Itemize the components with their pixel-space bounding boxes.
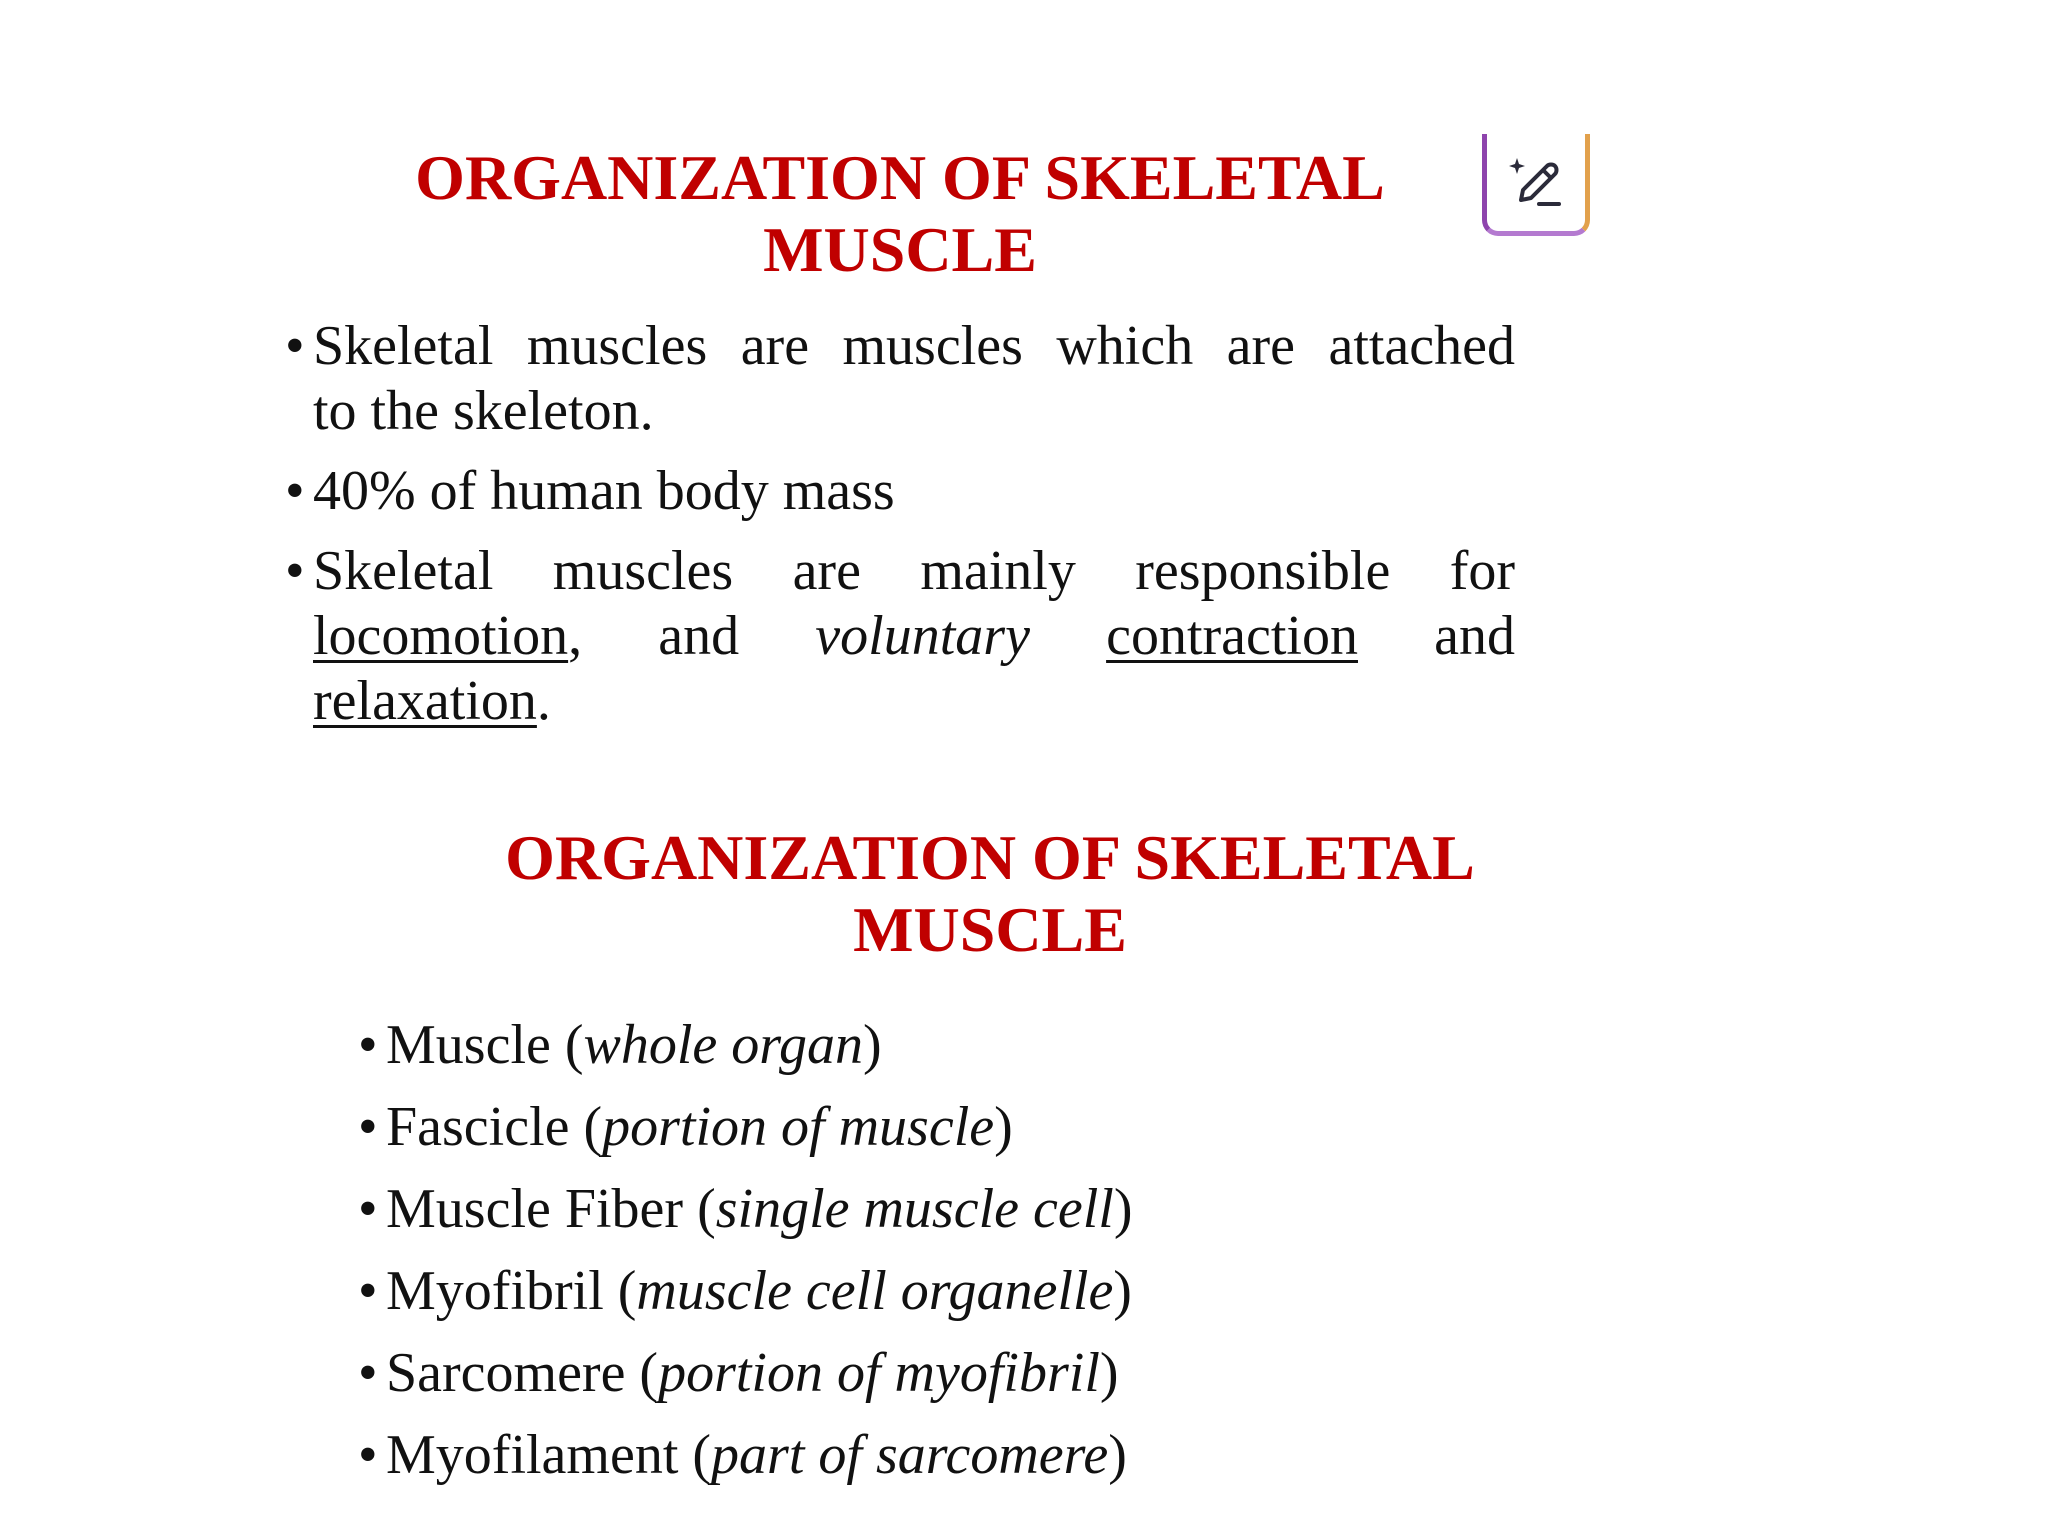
term-locomotion: locomotion bbox=[313, 605, 569, 667]
slide2-title bbox=[440, 822, 1540, 966]
bullet: • bbox=[358, 1424, 378, 1486]
list-item: • Sarcomere (portion of myofibril) bbox=[358, 1332, 1458, 1414]
item-desc: part of sarcomere bbox=[711, 1424, 1109, 1486]
edit-with-ai-button[interactable] bbox=[1482, 134, 1590, 236]
comma: , bbox=[568, 605, 583, 667]
term-relaxation: relaxation bbox=[313, 670, 537, 732]
bullet: • bbox=[285, 315, 305, 377]
bullet3-line1: Skeletal muscles are mainly responsible for bbox=[313, 540, 1515, 602]
slide1-title bbox=[380, 142, 1420, 286]
bullet3-line2 bbox=[313, 604, 1515, 669]
item-term: Muscle Fiber bbox=[386, 1178, 684, 1240]
period: . bbox=[536, 670, 551, 732]
item-term: Muscle bbox=[386, 1014, 551, 1076]
word-and: and bbox=[1434, 605, 1516, 667]
list-item bbox=[285, 539, 1515, 734]
item-desc: portion of myofibril bbox=[658, 1342, 1100, 1404]
list-item: • Muscle Fiber (single muscle cell) bbox=[358, 1168, 1458, 1250]
magic-pencil-icon bbox=[1507, 154, 1565, 212]
item-desc: single muscle cell bbox=[715, 1178, 1114, 1240]
slide1-bullet-list bbox=[285, 314, 1515, 749]
word-and: and bbox=[658, 605, 740, 667]
list-item: • Muscle (whole organ) bbox=[358, 1004, 1458, 1086]
item-term: Sarcomere bbox=[386, 1342, 626, 1404]
slide1-title-line1: ORGANIZATION OF SKELETAL bbox=[415, 142, 1385, 213]
bullet: • bbox=[358, 1260, 378, 1322]
list-item bbox=[285, 459, 1515, 524]
item-desc: whole organ bbox=[583, 1014, 863, 1076]
bullet: • bbox=[358, 1014, 378, 1076]
slide2-title-line1: ORGANIZATION OF SKELETAL bbox=[505, 822, 1475, 893]
item-term: Myofibril bbox=[386, 1260, 604, 1322]
item-term: Fascicle bbox=[386, 1096, 570, 1158]
bullet: • bbox=[285, 540, 305, 602]
list-item: • Myofibril (muscle cell organelle) bbox=[358, 1250, 1458, 1332]
slide1-title-line2: MUSCLE bbox=[763, 214, 1037, 285]
term-contraction: contraction bbox=[1106, 605, 1358, 667]
bullet3-line3 bbox=[313, 670, 551, 732]
slide2-hierarchy-list bbox=[358, 1004, 1458, 1496]
bullet: • bbox=[358, 1178, 378, 1240]
slide2-title-line2: MUSCLE bbox=[853, 894, 1127, 965]
list-item: • Myofilament (part of sarcomere) bbox=[358, 1414, 1458, 1496]
item-term: Myofilament bbox=[386, 1424, 679, 1486]
bullet2-text: 40% of human body mass bbox=[313, 460, 895, 522]
bullet1-line2: to the skeleton. bbox=[313, 380, 654, 442]
bullet: • bbox=[358, 1342, 378, 1404]
list-item: • Fascicle (portion of muscle) bbox=[358, 1086, 1458, 1168]
bullet: • bbox=[285, 460, 305, 522]
bullet1-line1: Skeletal muscles are muscles which are attached bbox=[313, 315, 1515, 377]
item-desc: portion of muscle bbox=[602, 1096, 995, 1158]
term-voluntary: voluntary bbox=[815, 605, 1030, 667]
item-desc: muscle cell organelle bbox=[636, 1260, 1114, 1322]
list-item bbox=[285, 314, 1515, 444]
bullet: • bbox=[358, 1096, 378, 1158]
